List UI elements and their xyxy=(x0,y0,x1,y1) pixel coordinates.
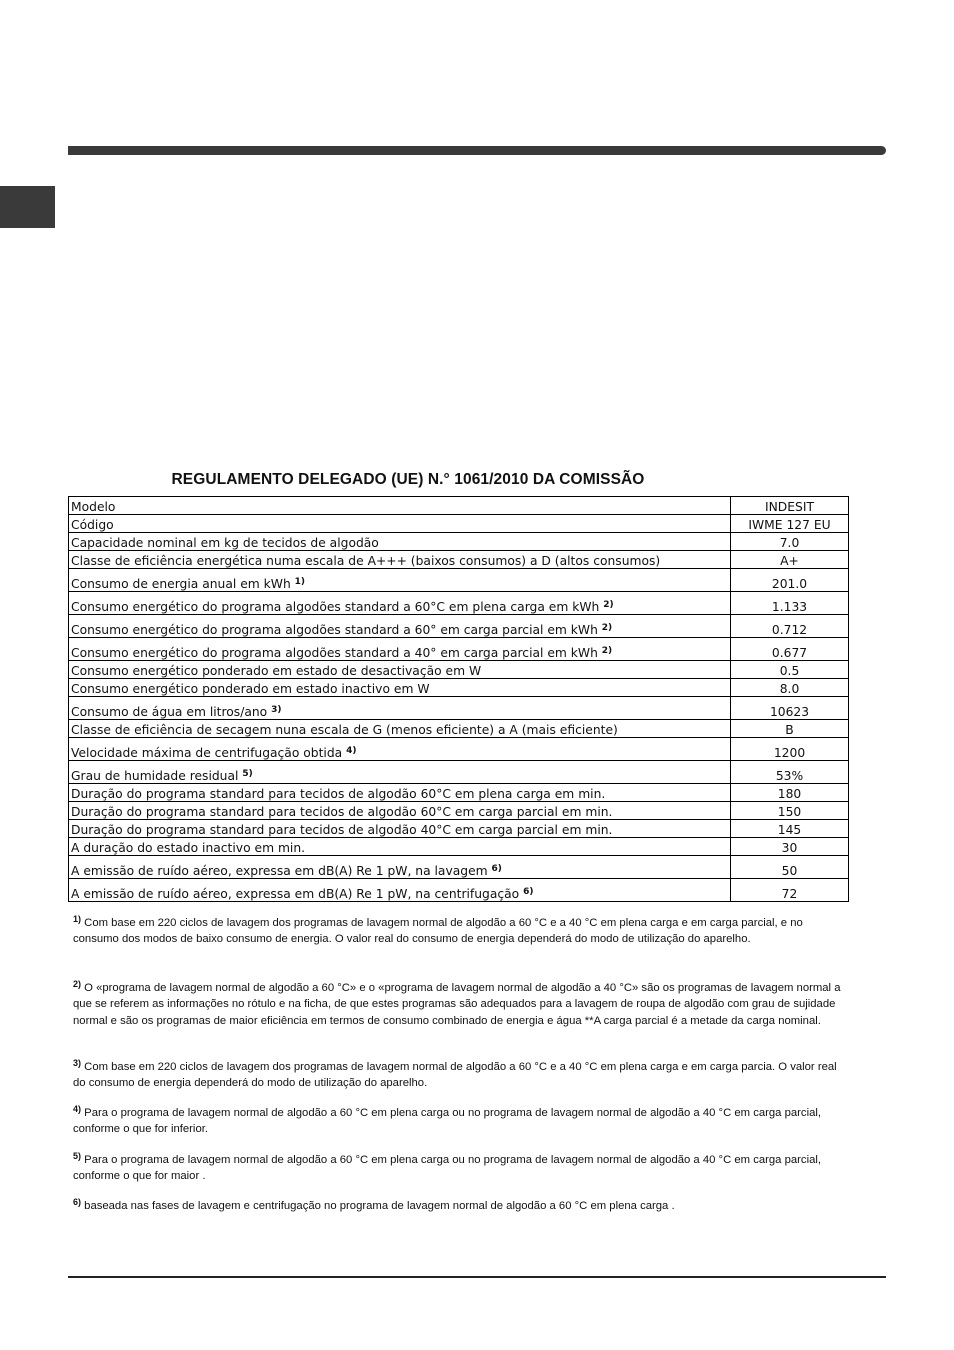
table-row xyxy=(69,761,849,784)
row-label-text: Consumo energético ponderado em estado inactivo em W xyxy=(71,682,430,696)
row-label xyxy=(69,720,731,738)
table-row xyxy=(69,515,849,533)
table-row xyxy=(69,720,849,738)
row-value: 150 xyxy=(731,802,849,820)
footnote-text: Com base em 220 ciclos de lavagem dos programas de lavagem normal de algodão a 60 °C e a 40 °C em plena carga e em carga parcial, e no consumo dos modos de baixo consumo de energia. O valor real do consumo de energia dependerá do modo de utilização do aparelho. xyxy=(73,917,803,946)
section-tab-marker xyxy=(0,186,55,228)
row-label-text: Modelo xyxy=(71,500,116,514)
footnote-marker: 1) xyxy=(73,914,82,924)
footnote-5 xyxy=(73,1152,849,1185)
footnote-2 xyxy=(73,980,849,1029)
footnote-ref: 1) xyxy=(294,577,306,587)
footnote-ref: 6) xyxy=(491,864,502,874)
table-row xyxy=(69,497,849,515)
row-label-text: Consumo energético ponderado em estado de desactivação em W xyxy=(71,664,482,678)
row-value: 145 xyxy=(731,820,849,838)
row-label-text: Duração do programa standard para tecidos de algodão 60°C em carga parcial em min. xyxy=(71,805,613,819)
row-label-text: Grau de humidade residual xyxy=(71,769,239,783)
table-row xyxy=(69,879,849,902)
footer-rule xyxy=(68,1276,886,1278)
row-value: 1200 xyxy=(731,738,849,761)
footnote-1 xyxy=(73,915,849,948)
row-value: 201.0 xyxy=(731,569,849,592)
row-label-text: Código xyxy=(71,518,114,532)
footnote-text: O «programa de lavagem normal de algodão a 60 °C» e o «programa de lavagem normal de algodão a 40 °C» são os programas de lavagem normal a que se referem as informações no rótulo e na ficha, de que estes programas são adequados para a lavagem de roupa de algodão com grau de sujidade normal e são os programas de maior eficiência em termos de consumo combinado de energia e água **A carga parcial é a metade da carga nominal. xyxy=(73,982,841,1027)
row-label-text: Consumo de energia anual em kWh xyxy=(71,577,291,591)
table-row xyxy=(69,533,849,551)
footnote-marker: 4) xyxy=(73,1104,82,1114)
row-value: B xyxy=(731,720,849,738)
row-label xyxy=(69,497,731,515)
table-row xyxy=(69,592,849,615)
footnote-ref: 2) xyxy=(601,623,613,633)
footnote-marker: 2) xyxy=(73,979,82,989)
row-label xyxy=(69,592,731,615)
footnote-marker: 5) xyxy=(73,1151,82,1161)
footnote-text: Para o programa de lavagem normal de algodão a 60 °C em plena carga ou no programa de lavagem normal de algodão a 40 °C em carga parcial, conforme o que for maior . xyxy=(73,1154,822,1183)
row-value: INDESIT xyxy=(731,497,849,515)
row-label xyxy=(69,533,731,551)
row-label-text: Consumo de água em litros/ano xyxy=(71,705,268,719)
footnote-ref: 4) xyxy=(346,746,357,756)
footnote-ref: 2) xyxy=(601,646,613,656)
row-value: 10623 xyxy=(731,697,849,720)
table-row xyxy=(69,679,849,697)
table-row xyxy=(69,615,849,638)
row-label xyxy=(69,879,731,902)
row-label xyxy=(69,551,731,569)
row-label xyxy=(69,761,731,784)
row-value: 0.677 xyxy=(731,638,849,661)
row-label-text: Classe de eficiência energética numa escala de A+++ (baixos consumos) a D (altos consumos) xyxy=(71,554,661,568)
footnote-ref: 3) xyxy=(271,705,282,715)
row-label xyxy=(69,820,731,838)
row-value: 30 xyxy=(731,838,849,856)
footnote-text: Para o programa de lavagem normal de algodão a 60 °C em plena carga ou no programa de lavagem normal de algodão a 40 °C em carga parcial, conforme o que for inferior. xyxy=(73,1107,822,1136)
row-label xyxy=(69,784,731,802)
footnote-text: baseada nas fases de lavagem e centrifugação no programa de lavagem normal de algodão a 60 °C em plena carga . xyxy=(84,1200,675,1212)
footnote-ref: 2) xyxy=(603,600,614,610)
table-row xyxy=(69,697,849,720)
row-label xyxy=(69,569,731,592)
row-label-text: Consumo energético do programa algodões standard a 60°C em plena carga em kWh xyxy=(71,600,600,614)
row-label-text: Duração do programa standard para tecidos de algodão 60°C em plena carga em min. xyxy=(71,787,606,801)
table-row xyxy=(69,838,849,856)
row-label-text: A emissão de ruído aéreo, expressa em dB(A) Re 1 pW, na lavagem xyxy=(71,864,488,878)
row-value: 7.0 xyxy=(731,533,849,551)
row-label-text: A emissão de ruído aéreo, expressa em dB(A) Re 1 pW, na centrifugação xyxy=(71,887,520,901)
row-label xyxy=(69,738,731,761)
row-value: 50 xyxy=(731,856,849,879)
row-value: 0.5 xyxy=(731,661,849,679)
footnote-text: Com base em 220 ciclos de lavagem dos programas de lavagem normal de algodão a 60 °C e a 40 °C em plena carga e em carga parcia. O valor real do consumo de energia dependerá do modo de utilização do aparelho. xyxy=(73,1061,837,1090)
footnote-ref: 6) xyxy=(523,887,534,897)
row-value: 53% xyxy=(731,761,849,784)
row-label-text: Velocidade máxima de centrifugação obtida xyxy=(71,746,343,760)
row-label-text: Duração do programa standard para tecidos de algodão 40°C em carga parcial em min. xyxy=(71,823,613,837)
footnote-6 xyxy=(73,1198,849,1214)
row-value: 180 xyxy=(731,784,849,802)
row-value: 1.133 xyxy=(731,592,849,615)
row-label xyxy=(69,838,731,856)
row-value: 8.0 xyxy=(731,679,849,697)
table-row xyxy=(69,638,849,661)
row-label-text: A duração do estado inactivo em min. xyxy=(71,841,306,855)
row-label xyxy=(69,856,731,879)
regulation-title: REGULAMENTO DELEGADO (UE) N.° 1061/2010 DA COMISSÃO xyxy=(171,471,645,488)
row-label xyxy=(69,515,731,533)
row-label xyxy=(69,697,731,720)
footnote-3 xyxy=(73,1059,849,1092)
row-label xyxy=(69,802,731,820)
row-label-text: Capacidade nominal em kg de tecidos de algodão xyxy=(71,536,379,550)
table-row xyxy=(69,551,849,569)
row-label xyxy=(69,661,731,679)
footnote-marker: 3) xyxy=(73,1058,82,1068)
row-value: IWME 127 EU xyxy=(731,515,849,533)
row-label xyxy=(69,615,731,638)
table-row xyxy=(69,661,849,679)
row-value: A+ xyxy=(731,551,849,569)
table-row xyxy=(69,738,849,761)
row-value: 72 xyxy=(731,879,849,902)
table-row xyxy=(69,802,849,820)
footnote-ref: 5) xyxy=(242,769,253,779)
specification-table xyxy=(68,496,849,902)
row-label xyxy=(69,679,731,697)
row-value: 0.712 xyxy=(731,615,849,638)
table-row xyxy=(69,856,849,879)
row-label-text: Classe de eficiência de secagem nuna escala de G (menos eficiente) a A (mais eficiente) xyxy=(71,723,618,737)
table-row xyxy=(69,784,849,802)
row-label xyxy=(69,638,731,661)
table-row xyxy=(69,569,849,592)
header-rule xyxy=(68,146,886,155)
footnote-4 xyxy=(73,1105,849,1138)
row-label-text: Consumo energético do programa algodões standard a 40° em carga parcial em kWh xyxy=(71,646,598,660)
footnote-marker: 6) xyxy=(73,1197,82,1207)
table-row xyxy=(69,820,849,838)
row-label-text: Consumo energético do programa algodões standard a 60° em carga parcial em kWh xyxy=(71,623,598,637)
